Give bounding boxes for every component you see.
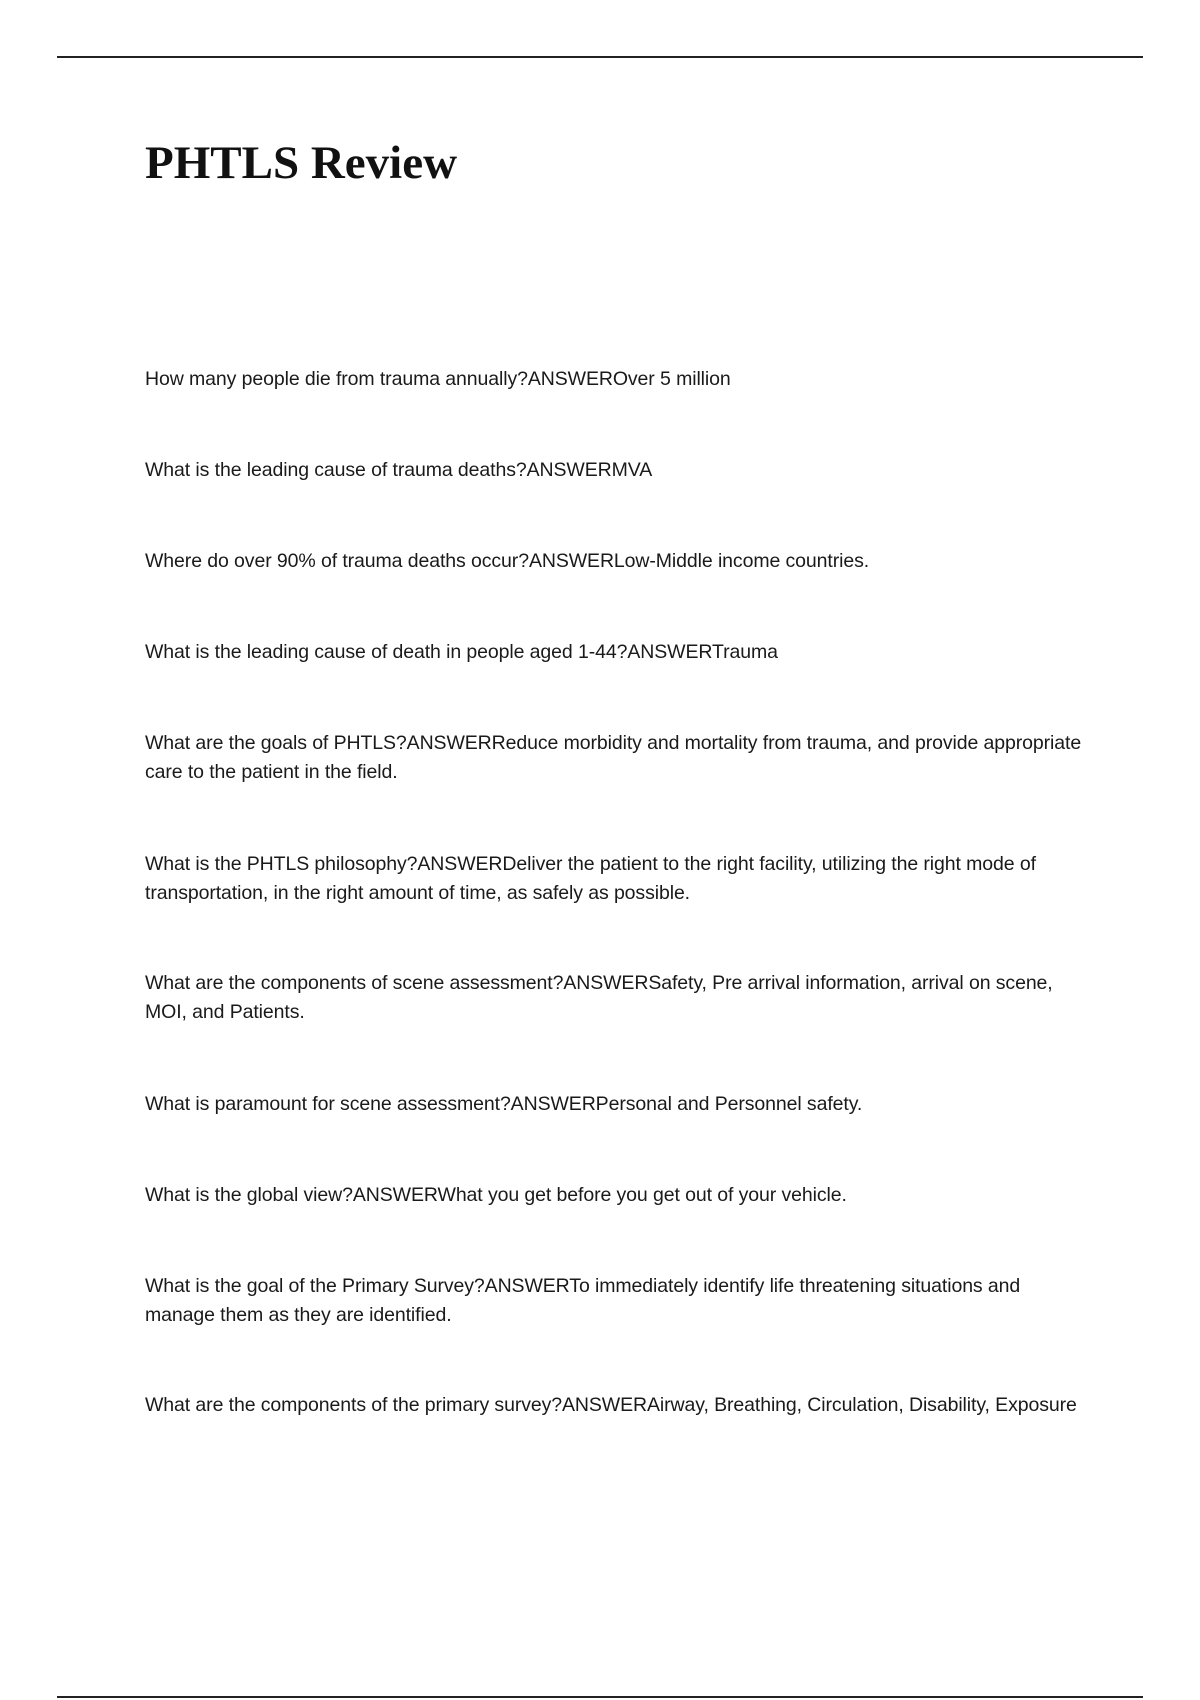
page-title: PHTLS Review	[145, 137, 458, 189]
qa-item: Where do over 90% of trauma deaths occur?ANSWERLow-Middle income countries.	[145, 550, 870, 572]
bottom-divider	[57, 1696, 1143, 1698]
qa-item: What is the PHTLS philosophy?ANSWERDeliver the patient to the right facility, utilizing the right mode of transportation, in the right amount of time, as safely as possible.	[145, 853, 1036, 904]
qa-item: What is the leading cause of trauma deaths?ANSWERMVA	[145, 459, 653, 481]
qa-item: What are the goals of PHTLS?ANSWERReduce morbidity and mortality from trauma, and provide appropriate care to the patient in the field.	[145, 732, 1082, 783]
qa-item: What is paramount for scene assessment?ANSWERPersonal and Personnel safety.	[145, 1093, 863, 1115]
qa-item: What are the components of the primary survey?ANSWERAirway, Breathing, Circulation, Disability, Exposure	[145, 1394, 1077, 1416]
qa-item: What are the components of scene assessment?ANSWERSafety, Pre arrival information, arrival on scene, MOI, and Patients.	[145, 972, 1053, 1023]
qa-item: What is the global view?ANSWERWhat you get before you get out of your vehicle.	[145, 1184, 847, 1206]
qa-item: What is the goal of the Primary Survey?ANSWERTo immediately identify life threatening situations and manage them as they are identified.	[145, 1275, 1021, 1326]
qa-item: What is the leading cause of death in people aged 1-44?ANSWERTrauma	[145, 641, 778, 663]
qa-item: How many people die from trauma annually?ANSWEROver 5 million	[145, 368, 731, 390]
top-divider	[57, 56, 1143, 58]
